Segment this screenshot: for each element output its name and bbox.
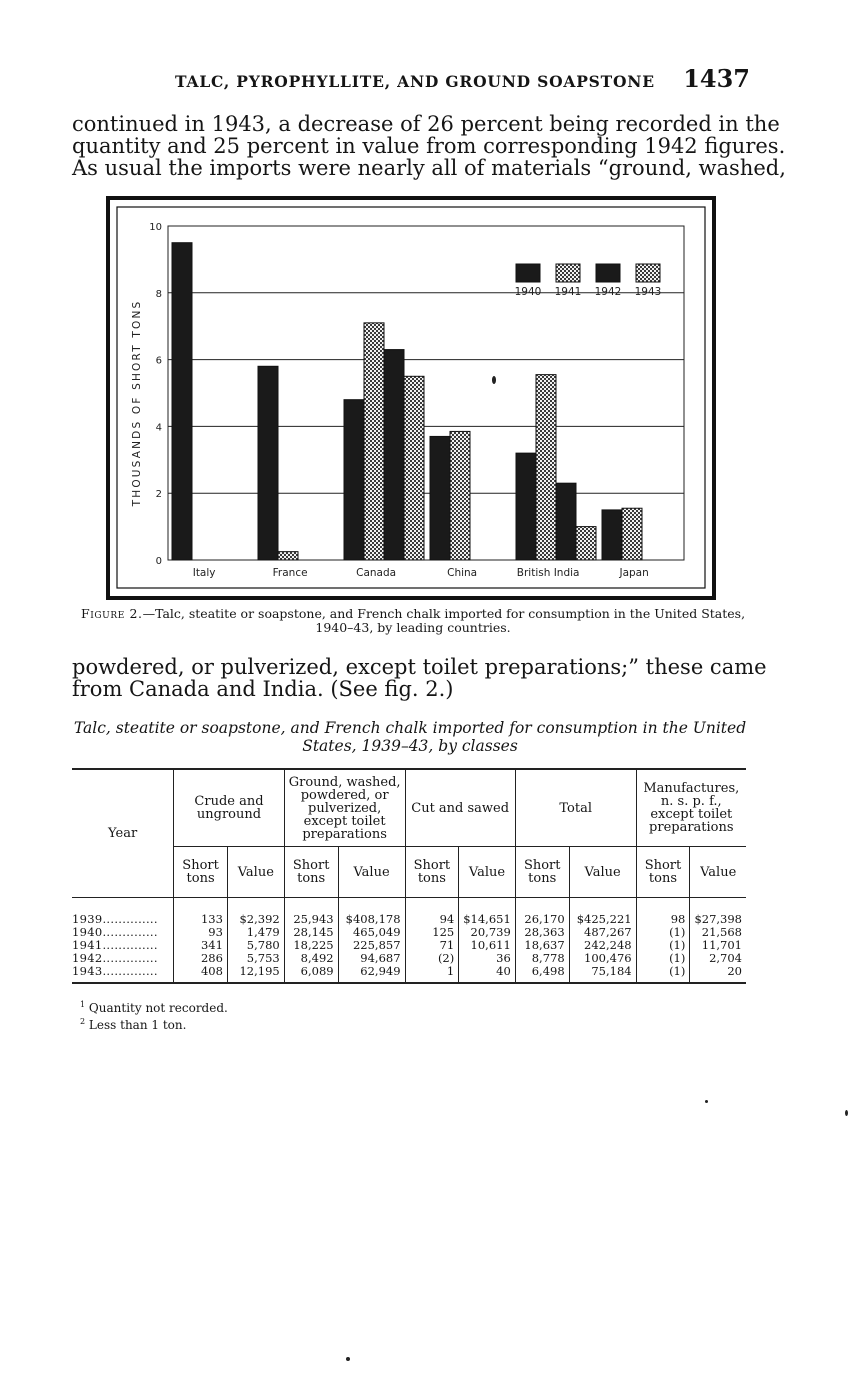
bar-1941-china: [450, 431, 470, 560]
table-cell: 18,225: [284, 938, 338, 951]
legend-label: 1941: [554, 286, 582, 298]
table-cell: 242,248: [569, 938, 636, 951]
table-row: [72, 964, 746, 977]
table-cell: 62,949: [338, 964, 405, 977]
y-tick-label: 4: [155, 422, 162, 434]
figure-caption-label: Figure 2.: [80, 606, 143, 621]
column-header: Short tons: [515, 847, 569, 898]
table-body: [72, 898, 746, 984]
y-tick-label: 8: [155, 288, 162, 300]
x-tick-label: British India: [516, 567, 580, 579]
figure-caption: [78, 607, 748, 635]
imports-table: [72, 768, 746, 984]
table-cell: 286: [174, 951, 228, 964]
table-cell: 40: [459, 964, 516, 977]
table-row: [72, 925, 746, 938]
bar-1940-japan: [602, 510, 622, 560]
column-header: Value: [690, 847, 746, 898]
table-cell: 2,704: [690, 951, 746, 964]
table-cell: 28,363: [515, 925, 569, 938]
table-cell: 5,753: [227, 951, 284, 964]
table-spacer: [72, 898, 746, 913]
text-line: quantity and 25 percent in value from corresponding 1942 figures.: [72, 134, 786, 158]
bar-1941-canada: [364, 323, 384, 560]
bar-1941-japan: [622, 508, 642, 560]
table-cell: 8,492: [284, 951, 338, 964]
table-cell: 71: [405, 938, 459, 951]
legend-label: 1940: [514, 286, 542, 298]
bar-1942-canada: [384, 350, 404, 560]
footnote-mark: 1: [80, 1000, 86, 1009]
y-tick-label: 0: [155, 556, 162, 567]
bar-1940-british-india: [516, 453, 536, 560]
table-cell: 6,498: [515, 964, 569, 977]
column-header: Short tons: [405, 847, 459, 898]
year-cell: 1939..............: [72, 911, 158, 926]
running-title: TALC, PYROPHYLLITE, AND GROUND SOAPSTONE: [175, 72, 655, 91]
column-header: Value: [338, 847, 405, 898]
table-cell: 133: [174, 912, 228, 925]
table-cell: 225,857: [338, 938, 405, 951]
table-cell: 18,637: [515, 938, 569, 951]
bar-1940-italy: [172, 243, 192, 560]
table-cell: 1: [405, 964, 459, 977]
legend-label: 1942: [594, 286, 622, 298]
scan-speck: [492, 376, 496, 384]
text-line: continued in 1943, a decrease of 26 percent being recorded in the: [72, 112, 780, 136]
column-header: Value: [569, 847, 636, 898]
scan-speck: [705, 1100, 708, 1103]
footnote-text: Less than 1 ton.: [88, 1018, 187, 1032]
table-row: [72, 951, 746, 964]
table-cell: 98: [636, 912, 690, 925]
footnote: [80, 1015, 228, 1032]
table-cell: 75,184: [569, 964, 636, 977]
bar-1942-british-india: [556, 483, 576, 560]
figure-caption-text: —Talc, steatite or soapstone, and French chalk imported for consumption in the United States, 1940–43, by leading countries.: [142, 606, 746, 635]
table-cell: 10,611: [459, 938, 516, 951]
x-tick-label: China: [447, 567, 478, 579]
column-header: Value: [227, 847, 284, 898]
table-cell: 6,089: [284, 964, 338, 977]
legend-label: 1943: [634, 286, 662, 298]
table-cell: 8,778: [515, 951, 569, 964]
table-cell: 465,049: [338, 925, 405, 938]
footnote-mark: 2: [80, 1017, 86, 1026]
y-tick-label: 6: [155, 355, 162, 367]
scan-speck: [346, 1357, 350, 1361]
y-tick-label: 10: [149, 222, 162, 233]
table-cell: 93: [174, 925, 228, 938]
table-cell: 94: [405, 912, 459, 925]
legend-swatch-1940: [516, 264, 540, 282]
table-cell: (2): [405, 951, 459, 964]
column-header: Value: [459, 847, 516, 898]
table-cell: 94,687: [338, 951, 405, 964]
table-cell: $2,392: [227, 912, 284, 925]
legend-swatch-1943: [636, 264, 660, 282]
table-row: [72, 912, 746, 925]
table-cell: (1): [636, 938, 690, 951]
table-cell: 28,145: [284, 925, 338, 938]
table-row: [72, 938, 746, 951]
bar-1940-france: [258, 366, 278, 560]
year-header: Year: [72, 769, 174, 898]
text-line: from Canada and India. (See fig. 2.): [72, 677, 454, 701]
table-cell: 5,780: [227, 938, 284, 951]
table-cell: 125: [405, 925, 459, 938]
figure-chart: [106, 196, 716, 600]
table-cell: 341: [174, 938, 228, 951]
table-cell: $408,178: [338, 912, 405, 925]
year-cell: 1941..............: [72, 937, 158, 952]
group-header: Ground, washed, powdered, or pulverized, except toilet preparations: [284, 769, 405, 847]
table-cell: $425,221: [569, 912, 636, 925]
table-cell: 25,943: [284, 912, 338, 925]
paragraph-bottom: [72, 655, 767, 701]
x-tick-label: Italy: [192, 567, 216, 579]
bar-1943-canada: [404, 376, 424, 560]
x-tick-label: France: [272, 567, 308, 579]
table-cell: 11,701: [690, 938, 746, 951]
group-header: Manufactures, n. s. p. f., except toilet preparations: [636, 769, 746, 847]
scan-speck: [845, 1110, 848, 1116]
year-cell: 1943..............: [72, 963, 158, 978]
x-tick-label: Canada: [356, 567, 397, 579]
page-number: 1437: [683, 64, 750, 93]
bar-1941-france: [278, 552, 298, 560]
footnotes: [80, 998, 228, 1032]
column-header: Short tons: [284, 847, 338, 898]
footnote-text: Quantity not recorded.: [88, 1001, 228, 1015]
legend-swatch-1942: [596, 264, 620, 282]
year-cell: 1942..............: [72, 950, 158, 965]
table-cell: 20: [690, 964, 746, 977]
table-cell: (1): [636, 925, 690, 938]
table-cell: 26,170: [515, 912, 569, 925]
table-cell: 20,739: [459, 925, 516, 938]
year-cell: 1940..............: [72, 924, 158, 939]
bar-1943-british-india: [576, 527, 596, 560]
table-cell: (1): [636, 964, 690, 977]
table-cell: 1,479: [227, 925, 284, 938]
x-tick-label: Japan: [619, 567, 649, 579]
table-title: Talc, steatite or soapstone, and French chalk imported for consumption in the United States, 1939–43, by classes: [73, 719, 747, 755]
column-header: Short tons: [636, 847, 690, 898]
legend-swatch-1941: [556, 264, 580, 282]
table-end-spacer: [72, 977, 746, 983]
bar-1941-british-india: [536, 375, 556, 560]
group-header: Crude and unground: [174, 769, 285, 847]
text-line: As usual the imports were nearly all of materials “ground, washed,: [72, 156, 786, 180]
bar-1940-canada: [344, 400, 364, 560]
table-cell: 100,476: [569, 951, 636, 964]
y-axis-label: THOUSANDS OF SHORT TONS: [131, 299, 143, 507]
running-header: [70, 64, 750, 96]
footnote: [80, 998, 228, 1015]
text-line: powdered, or pulverized, except toilet preparations;” these came: [72, 655, 767, 679]
paragraph-top: [72, 112, 786, 180]
table-cell: 36: [459, 951, 516, 964]
table-cell: 12,195: [227, 964, 284, 977]
group-header: Total: [515, 769, 636, 847]
table-cell: 21,568: [690, 925, 746, 938]
group-header: Cut and sawed: [405, 769, 515, 847]
table-cell: (1): [636, 951, 690, 964]
y-tick-label: 2: [155, 489, 162, 501]
bar-chart: [106, 196, 716, 600]
table-cell: 408: [174, 964, 228, 977]
bar-1940-china: [430, 436, 450, 560]
table-cell: $27,398: [690, 912, 746, 925]
table-cell: 487,267: [569, 925, 636, 938]
column-header: Short tons: [174, 847, 228, 898]
table-cell: $14,651: [459, 912, 516, 925]
